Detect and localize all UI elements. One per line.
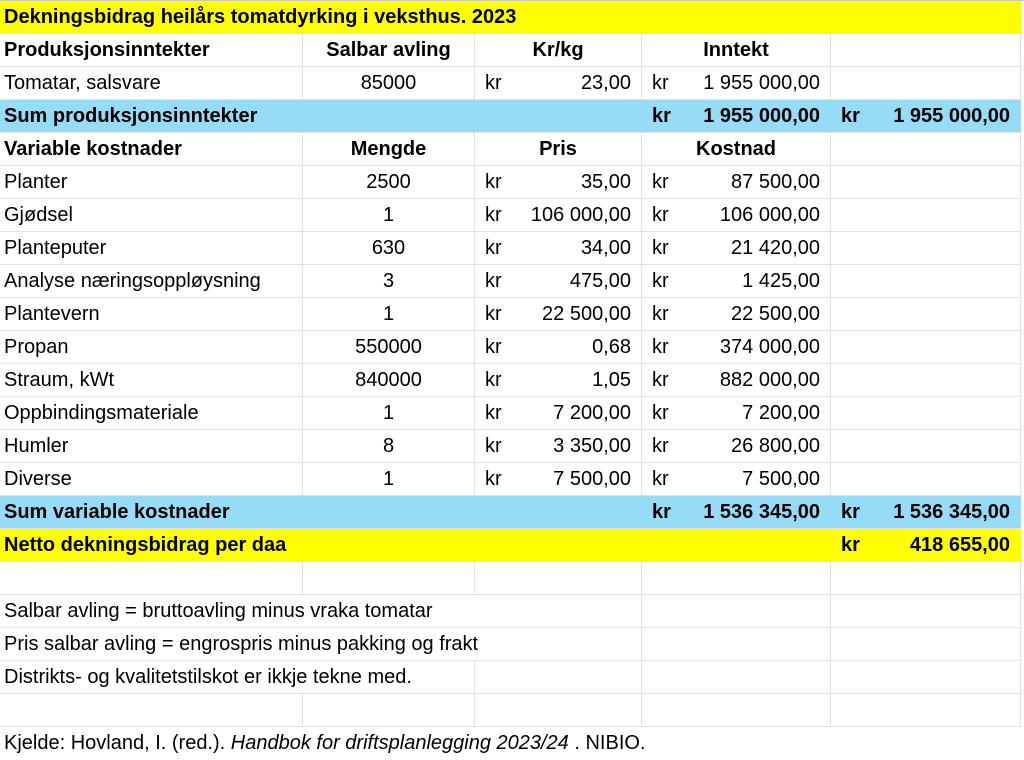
cost-header-price[interactable]: Pris [475,133,642,165]
currency-label: kr [485,368,502,391]
cost-label[interactable]: Propan [0,331,303,363]
empty-cell[interactable] [475,496,642,528]
income-price-cell[interactable] [475,67,642,99]
cost-header-qty[interactable]: Mengde [303,133,475,165]
cost-label[interactable]: Oppbindingsmateriale [0,397,303,429]
currency-label: kr [485,335,502,358]
empty-cell[interactable] [831,166,1021,198]
empty-cell[interactable] [831,265,1021,297]
income-label[interactable]: Tomatar, salsvare [0,67,303,99]
cost-amount: 87 500,00 [731,170,820,193]
cost-label[interactable]: Straum, kWt [0,364,303,396]
cost-price: 35,00 [580,170,631,193]
blank-row [0,562,1021,595]
source-suffix: . NIBIO. [568,732,646,754]
income-sum-amount: 1 955 000,00 [703,104,820,127]
income-header-amount[interactable]: Inntekt [642,34,831,66]
source-row [0,727,1021,760]
empty-cell[interactable] [0,562,303,594]
cost-label[interactable]: Diverse [0,463,303,495]
cost-amount-cell[interactable] [642,232,831,264]
empty-cell[interactable] [831,364,1021,396]
cost-amount-cell[interactable] [642,397,831,429]
cost-amount: 21 420,00 [731,236,820,259]
cost-header-amount[interactable]: Kostnad [642,133,831,165]
cost-price-cell[interactable] [475,232,642,264]
empty-cell[interactable] [831,463,1021,495]
cost-price-cell[interactable] [475,430,642,462]
empty-cell[interactable] [475,100,642,132]
income-sum-total-cell[interactable] [831,100,1021,132]
currency-label: kr [652,236,669,259]
cost-header-label[interactable]: Variable kostnader [0,133,303,165]
cost-price-cell[interactable] [475,199,642,231]
empty-cell[interactable] [831,661,1021,693]
source-book-title: Handbok for driftsplanlegging 2023/24 [230,732,569,754]
currency-label: kr [485,71,502,94]
note-text: Pris salbar avling = engrospris minus pakking og frakt [4,632,479,655]
cost-price: 34,00 [580,236,631,259]
cost-price: 0,68 [592,335,631,358]
cost-qty[interactable]: 8 [303,430,475,462]
cost-amount: 1 425,00 [742,269,820,292]
income-price: 23,00 [580,71,631,94]
cost-qty[interactable]: 840000 [303,364,475,396]
currency-label: kr [652,401,669,424]
note-row [0,595,1021,628]
blank-row [0,694,1021,727]
empty-cell[interactable] [303,562,475,594]
income-sum-amount-cell[interactable] [642,100,831,132]
currency-label: kr [485,467,502,490]
currency-label: kr [652,203,669,226]
income-header-label[interactable]: Produksjonsinntekter [0,34,303,66]
income-header-qty[interactable]: Salbar avling [303,34,475,66]
cost-row [0,265,1021,298]
cost-price-cell[interactable] [475,265,642,297]
empty-cell[interactable] [831,199,1021,231]
cost-price-cell[interactable] [475,298,642,330]
empty-cell[interactable] [303,694,475,726]
income-sum-label[interactable]: Sum produksjonsinntekter [4,104,258,127]
cost-header-row [0,133,1021,166]
currency-label: kr [485,236,502,259]
currency-label: kr [841,500,860,523]
cost-amount-cell[interactable] [642,364,831,396]
currency-label: kr [652,104,671,127]
source-prefix: Kjelde: Hovland, I. (red.). [4,732,231,754]
currency-label: kr [841,104,860,127]
income-amount-cell[interactable] [642,67,831,99]
income-sum-total: 1 955 000,00 [893,104,1010,127]
cost-row [0,232,1021,265]
empty-cell[interactable] [831,34,1021,66]
cost-amount-cell[interactable] [642,298,831,330]
cost-amount-cell[interactable] [642,463,831,495]
empty-cell[interactable] [831,628,1021,660]
empty-cell[interactable] [642,628,831,660]
empty-cell[interactable] [475,694,642,726]
empty-cell[interactable] [475,562,642,594]
empty-cell[interactable] [831,298,1021,330]
cost-row [0,364,1021,397]
empty-cell[interactable] [303,496,475,528]
income-qty[interactable]: 85000 [303,67,475,99]
cost-qty[interactable]: 550000 [303,331,475,363]
cost-sum-total-cell[interactable] [831,496,1021,528]
income-amount: 1 955 000,00 [703,71,820,94]
cost-amount-cell[interactable] [642,265,831,297]
note-text: Distrikts- og kvalitetstilskot er ikkje tekne med. [4,665,412,688]
note-cell[interactable] [0,595,642,627]
cost-amount: 26 800,00 [731,434,820,457]
spreadsheet [0,1,1021,760]
empty-cell[interactable] [303,100,475,132]
currency-label: kr [841,533,860,556]
cost-sum-row [0,496,1021,529]
title-row[interactable] [0,1,1021,34]
currency-label: kr [652,269,669,292]
cost-price-cell[interactable] [475,166,642,198]
note-row [0,661,1021,694]
cost-row [0,298,1021,331]
sheet-title[interactable]: Dekningsbidrag heilårs tomatdyrking i veksthus. 2023 [4,6,517,28]
cost-price: 22 500,00 [542,302,631,325]
cost-row [0,463,1021,496]
currency-label: kr [652,170,669,193]
cost-label[interactable]: Analyse næringsoppløysning [0,265,303,297]
cost-label[interactable]: Planter [0,166,303,198]
cost-amount: 7 500,00 [742,467,820,490]
cost-row [0,430,1021,463]
empty-cell[interactable] [831,397,1021,429]
cost-price: 106 000,00 [530,203,631,226]
cost-row [0,199,1021,232]
note-cell[interactable] [0,628,642,660]
cost-sum-total: 1 536 345,00 [893,500,1010,523]
income-header-price[interactable]: Kr/kg [475,34,642,66]
net-total: 418 655,00 [909,533,1010,556]
cost-qty[interactable]: 1 [303,199,475,231]
cost-price: 3 350,00 [553,434,631,457]
cost-qty[interactable]: 1 [303,463,475,495]
source-cell[interactable] [0,727,1021,760]
cost-qty[interactable]: 3 [303,265,475,297]
cost-sum-amount: 1 536 345,00 [703,500,820,523]
cost-label[interactable]: Gjødsel [0,199,303,231]
cost-amount: 374 000,00 [719,335,820,358]
empty-cell[interactable] [831,331,1021,363]
currency-label: kr [485,269,502,292]
cost-price: 7 200,00 [553,401,631,424]
cost-label[interactable]: Planteputer [0,232,303,264]
cost-price: 475,00 [569,269,631,292]
cost-price-cell[interactable] [475,331,642,363]
currency-label: kr [652,368,669,391]
currency-label: kr [652,335,669,358]
currency-label: kr [652,467,669,490]
empty-cell[interactable] [642,562,831,594]
cost-price-cell[interactable] [475,463,642,495]
empty-cell[interactable] [831,430,1021,462]
cost-amount: 882 000,00 [719,368,820,391]
cost-sum-label[interactable]: Sum variable kostnader [4,500,230,523]
cost-row [0,397,1021,430]
cost-amount-cell[interactable] [642,199,831,231]
income-row [0,67,1021,100]
net-total-cell[interactable] [831,529,1021,561]
cost-amount: 7 200,00 [742,401,820,424]
currency-label: kr [652,302,669,325]
income-sum-row [0,100,1021,133]
currency-label: kr [652,71,669,94]
empty-cell[interactable] [831,232,1021,264]
empty-cell[interactable] [831,562,1021,594]
currency-label: kr [485,302,502,325]
currency-label: kr [485,401,502,424]
cost-row [0,331,1021,364]
cost-row [0,166,1021,199]
note-row [0,628,1021,661]
empty-cell[interactable] [831,694,1021,726]
cost-qty[interactable]: 630 [303,232,475,264]
cost-label[interactable]: Plantevern [0,298,303,330]
cost-amount-cell[interactable] [642,166,831,198]
cost-amount-cell[interactable] [642,331,831,363]
empty-cell[interactable] [303,529,475,561]
currency-label: kr [652,500,671,523]
empty-cell[interactable] [831,595,1021,627]
cost-price-cell[interactable] [475,397,642,429]
currency-label: kr [485,434,502,457]
empty-cell[interactable] [831,133,1021,165]
cost-price: 1,05 [592,368,631,391]
cost-price: 7 500,00 [553,467,631,490]
empty-cell[interactable] [0,694,303,726]
cost-amount: 106 000,00 [719,203,820,226]
income-header-row [0,34,1021,67]
cost-sum-amount-cell[interactable] [642,496,831,528]
note-text: Salbar avling = bruttoavling minus vraka tomatar [4,599,433,622]
net-row [0,529,1021,562]
cost-amount-cell[interactable] [642,430,831,462]
currency-label: kr [485,203,502,226]
net-label[interactable]: Netto dekningsbidrag per daa [4,533,287,556]
empty-cell[interactable] [642,529,831,561]
empty-cell[interactable] [642,595,831,627]
empty-cell[interactable] [475,661,642,693]
currency-label: kr [485,170,502,193]
note-cell[interactable] [0,661,475,693]
empty-cell[interactable] [642,661,831,693]
empty-cell[interactable] [831,67,1021,99]
cost-price-cell[interactable] [475,364,642,396]
cost-qty[interactable]: 1 [303,298,475,330]
empty-cell[interactable] [642,694,831,726]
cost-amount: 22 500,00 [731,302,820,325]
cost-label[interactable]: Humler [0,430,303,462]
currency-label: kr [652,434,669,457]
cost-qty[interactable]: 2500 [303,166,475,198]
cost-qty[interactable]: 1 [303,397,475,429]
empty-cell[interactable] [475,529,642,561]
